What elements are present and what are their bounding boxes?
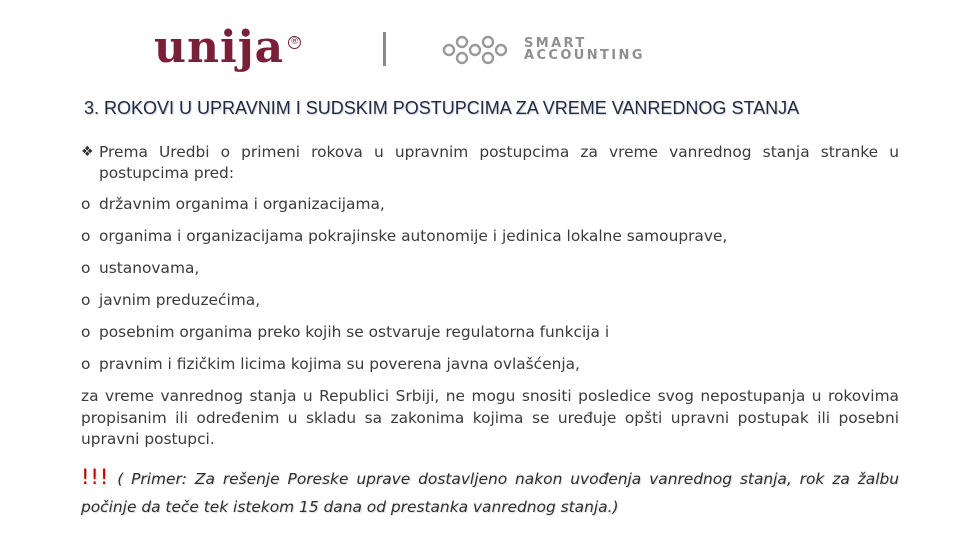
list-item-text: organima i organizacijama pokrajinske autonomije i jedinica lokalne samouprave, — [99, 227, 728, 245]
intro-paragraph — [81, 142, 899, 184]
list-item-text: posebnim organima preko kojih se ostvaruje regulatorna funkcija i — [99, 323, 610, 341]
list-item — [81, 226, 899, 246]
diamond-bullet-icon: ❖ — [81, 144, 94, 160]
list-item-text: ustanovama, — [99, 259, 200, 277]
unija-logo-text: unija — [154, 22, 285, 73]
smart-accounting-logo — [440, 32, 645, 68]
slide-title: 3. ROKOVI U UPRAVNIM I SUDSKIM POSTUPCIMA ZA VREME VANREDNOG STANJA — [84, 98, 800, 118]
list-item — [81, 258, 899, 278]
list-marker: o — [81, 355, 91, 373]
list-item — [81, 194, 899, 214]
unija-logo — [154, 22, 301, 73]
list-item-text: državnim organima i organizacijama, — [99, 195, 385, 213]
example-text: ( Primer: Za rešenje Poreske uprave dostavljeno nakon uvođenja vanrednog stanja, rok za žalbu počinje da teče tek istekom 15 dana od prestanka vanrednog stanja.) — [81, 469, 899, 516]
list-marker: o — [81, 227, 91, 245]
list-marker: o — [81, 291, 91, 309]
list-marker: o — [81, 323, 91, 341]
institution-list — [81, 194, 899, 374]
smart-wordmark-line1: SMART — [524, 36, 587, 51]
exclamation-mark: !!! — [81, 464, 110, 489]
example-paragraph — [81, 463, 899, 521]
smart-accounting-dots-icon — [440, 35, 510, 65]
list-item — [81, 322, 899, 342]
smart-accounting-wordmark — [524, 38, 645, 62]
registered-mark-icon: ® — [290, 37, 300, 47]
list-item-text: javnim preduzećima, — [99, 291, 261, 309]
list-item — [81, 290, 899, 310]
logo-bar — [0, 22, 960, 73]
list-item — [81, 354, 899, 374]
conclusion-paragraph: za vreme vanrednog stanja u Republici Srbiji, ne mogu snositi posledice svog nepostupanja u rokovima propisanim ili određenim u skladu sa zakonima kojima se uređuje opšti upravni postupak ili posebni upravni postupci. — [81, 387, 899, 448]
intro-text: Prema Uredbi o primeni rokova u upravnim postupcima za vreme vanrednog stanja stranke u postupcima pred: — [99, 143, 899, 182]
list-marker: o — [81, 195, 91, 213]
logo-divider — [383, 32, 386, 66]
smart-wordmark-line2: ACCOUNTING — [524, 48, 645, 63]
list-marker: o — [81, 259, 91, 277]
slide-content — [81, 142, 899, 521]
list-item-text: pravnim i fizičkim licima kojima su poverena javna ovlašćenja, — [99, 355, 580, 373]
